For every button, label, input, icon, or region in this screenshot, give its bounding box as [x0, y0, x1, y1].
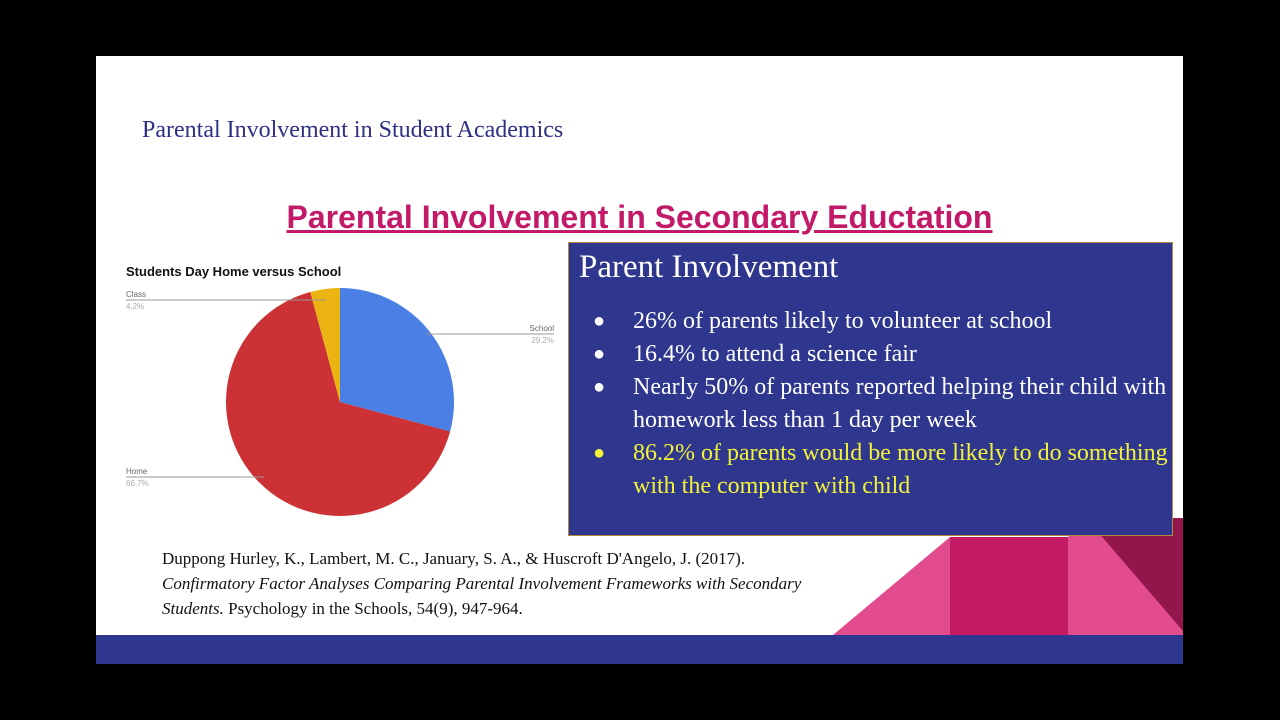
slice-label: Home	[126, 467, 148, 476]
bullet-text: Nearly 50% of parents reported helping their child with homework less than 1 day per week	[633, 374, 1167, 433]
bottom-bar	[96, 635, 1183, 664]
chart-title: Students Day Home versus School	[126, 264, 342, 279]
magenta-rect	[950, 537, 1068, 635]
bullet-text: 26% of parents likely to volunteer at school	[633, 308, 1053, 334]
bullet-icon: ●	[593, 376, 606, 398]
slice-label: School	[529, 324, 554, 333]
citation-authors: Duppong Hurley, K., Lambert, M. C., January, S. A., & Huscroft D'Angelo, J. (2017).	[162, 549, 746, 568]
pie-chart	[96, 56, 576, 536]
citation-source: Psychology in the Schools, 54(9), 947-964.	[223, 599, 523, 618]
bullet-icon: ●	[593, 442, 606, 464]
slice-value: 4.2%	[126, 302, 145, 311]
bullet-icon: ●	[593, 343, 606, 365]
parent-involvement-box	[568, 242, 1173, 536]
slice-value: 66.7%	[126, 479, 149, 488]
bullet-item	[589, 338, 1169, 371]
bullet-item-highlighted	[589, 437, 1169, 503]
bullet-icon: ●	[593, 310, 606, 332]
bullet-text: 86.2% of parents would be more likely to do something with the computer with child	[633, 440, 1168, 499]
slide	[96, 56, 1183, 664]
citation-title: Confirmatory Factor Analyses Comparing Parental Involvement Frameworks with Secondary Students.	[162, 574, 802, 618]
slice-label: Class	[126, 290, 147, 299]
slice-value: 29.2%	[531, 336, 554, 345]
citation	[162, 546, 822, 621]
header-title: Parental Involvement in Student Academics	[142, 117, 564, 143]
bullet-item	[589, 305, 1169, 338]
main-title: Parental Involvement in Secondary Eductation	[286, 199, 993, 235]
pink-triangle-left	[833, 537, 950, 635]
bullet-list	[589, 305, 1169, 503]
box-title: Parent Involvement	[579, 249, 839, 285]
bullet-text: 16.4% to attend a science fair	[633, 341, 917, 367]
bullet-item	[589, 371, 1169, 437]
